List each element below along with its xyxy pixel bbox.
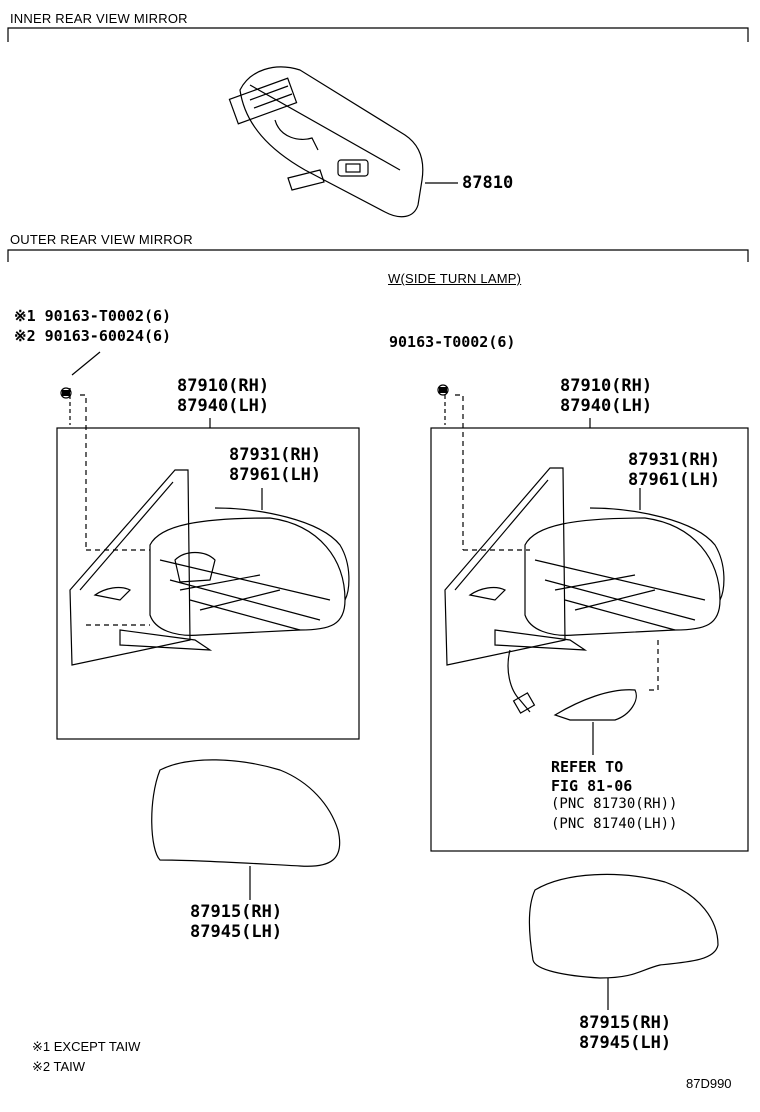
- inner-section-title: INNER REAR VIEW MIRROR: [10, 11, 188, 26]
- figure-code: 87D990: [686, 1076, 732, 1091]
- footnote-2: ※2 TAIW: [32, 1059, 86, 1074]
- side-turn-lamp: [555, 690, 636, 720]
- right-bolt-label: 90163-T0002(6): [389, 333, 516, 351]
- footnote-1: ※1 EXCEPT TAIW: [32, 1039, 141, 1054]
- left-assy-rh-label: 87910(RH): [177, 376, 270, 396]
- right-mirror-illustration: [445, 468, 724, 713]
- refer-to-line-1: REFER TO: [551, 758, 624, 776]
- right-cover-rh-label: 87915(RH): [579, 1013, 672, 1033]
- inner-mirror-illustration: [229, 67, 458, 217]
- outer-section-bracket: [8, 250, 748, 262]
- right-assy-lh-label: 87940(LH): [560, 396, 653, 416]
- left-cover-lh-label: 87945(LH): [190, 922, 283, 942]
- left-body-lh-label: 87961(LH): [229, 465, 322, 485]
- refer-to-line-4: (PNC 81740(LH)): [551, 816, 678, 832]
- right-cover-lh-label: 87945(LH): [579, 1033, 672, 1053]
- bolt-icon-right: [438, 385, 448, 395]
- refer-to-line-3: (PNC 81730(RH)): [551, 796, 678, 812]
- variant-label: W(SIDE TURN LAMP): [388, 271, 522, 286]
- left-cover-rh-label: 87915(RH): [190, 902, 283, 922]
- outer-section-title: OUTER REAR VIEW MIRROR: [10, 232, 193, 247]
- right-body-rh-label: 87931(RH): [628, 450, 721, 470]
- left-mirror-cover: [152, 760, 340, 866]
- left-body-rh-label: 87931(RH): [229, 445, 322, 465]
- inner-section-bracket: [8, 28, 748, 42]
- left-assy-lh-label: 87940(LH): [177, 396, 270, 416]
- bolt-icon-left: [61, 388, 71, 398]
- refer-to-line-2: FIG 81-06: [551, 777, 633, 795]
- right-body-lh-label: 87961(LH): [628, 470, 721, 490]
- right-assy-rh-label: 87910(RH): [560, 376, 653, 396]
- left-bolt-note-1: ※1 90163-T0002(6): [14, 307, 172, 325]
- right-mirror-cover: [529, 874, 718, 978]
- left-mirror-illustration: [70, 470, 349, 665]
- part-87810-label: 87810: [462, 173, 514, 193]
- left-bolt-note-2: ※2 90163-60024(6): [14, 327, 172, 345]
